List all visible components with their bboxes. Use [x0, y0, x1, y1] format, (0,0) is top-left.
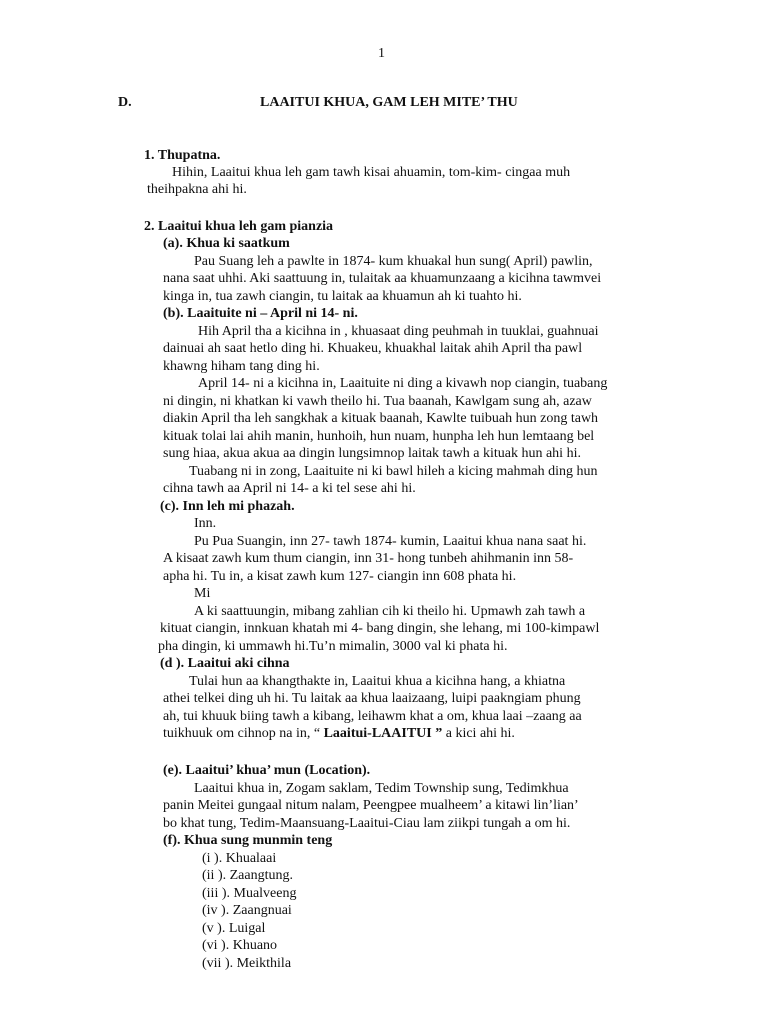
paragraph-line: ah, tui khuuk biing tawh a kibang, leihawm khat a om, khua laai –zaang aa — [163, 709, 582, 724]
paragraph-line: theihpakna ahi hi. — [147, 182, 247, 197]
paragraph-line: diakin April tha leh sangkhak a kituak baanah, Kawlte tuibuah hun zong tawh — [163, 411, 599, 426]
paragraph-line: Hih April tha a kicihna in , khuasaat ding peuhmah in tuuklai, guahnuai — [198, 324, 599, 339]
paragraph-line: A ki saattuungin, mibang zahlian cih ki theilo hi. Upmawh zah tawh a — [194, 604, 586, 619]
subheading-d: (d ). Laaitui aki cihna — [160, 656, 290, 671]
paragraph-line: kinga in, tua zawh ciangin, tu laitak aa khuamun ah ki tuahto hi. — [163, 289, 522, 304]
list-item: (iv ). Zaangnuai — [202, 903, 292, 918]
paragraph-line: Hihin, Laaitui khua leh gam tawh kisai ahuamin, tom-kim- cingaa muh — [172, 165, 571, 180]
paragraph-line: Laaitui khua in, Zogam saklam, Tedim Township sung, Tedimkhua — [194, 781, 569, 796]
paragraph-line: cihna tawh aa April ni 14- a ki tel sese ahi hi. — [163, 481, 416, 496]
paragraph-line: Mi — [194, 586, 211, 601]
paragraph-text: a kici ahi hi. — [445, 726, 515, 741]
paragraph-line: Pu Pua Suangin, inn 27- tawh 1874- kumin, Laaitui khua nana saat hi. — [194, 534, 587, 549]
list-item: (v ). Luigal — [202, 921, 266, 936]
paragraph-line: bo khat tung, Tedim-Maansuang-Laaitui-Ciau lam ziikpi tungah a om hi. — [163, 816, 571, 831]
list-item: (vii ). Meikthila — [202, 956, 292, 971]
paragraph-line: dainuai ah saat hetlo ding hi. Khuakeu, khuakhal laitak ahih April tha pawl — [163, 341, 583, 356]
paragraph-line: Inn. — [194, 516, 217, 531]
paragraph-line: sung hiaa, akua akua aa dingin lungsimnop laitak tawh a kituak hun ahi hi. — [163, 446, 581, 461]
list-item: (iii ). Mualveeng — [202, 886, 297, 901]
paragraph-line: A kisaat zawh kum thum ciangin, inn 31- hong tunbeh ahihmanin inn 58- — [163, 551, 574, 566]
heading-2: 2. Laaitui khua leh gam pianzia — [144, 219, 334, 234]
paragraph-line: apha hi. Tu in, a kisat zawh kum 127- ciangin inn 608 phata hi. — [163, 569, 517, 584]
list-item: (ii ). Zaangtung. — [202, 868, 293, 883]
paragraph-line: Tuabang ni in zong, Laaituite ni ki bawl hileh a kicing mahmah ding hun — [189, 464, 598, 479]
paragraph-text: tuikhuuk om cihnop na in, “ — [163, 726, 321, 741]
bold-term: Laaitui-LAAITUI ” — [323, 726, 443, 741]
subheading-f: (f). Khua sung munmin teng — [163, 833, 333, 848]
paragraph-line: pha dingin, ki ummawh hi.Tu’n mimalin, 3000 val ki phata hi. — [158, 639, 508, 654]
section-letter: D. — [118, 95, 132, 110]
subheading-a: (a). Khua ki saatkum — [163, 236, 290, 251]
paragraph-line: panin Meitei gungaal nitum nalam, Peengpee mualheem’ a kitawi lin’lian’ — [163, 798, 579, 813]
subheading-b: (b). Laaituite ni – April ni 14- ni. — [163, 306, 358, 321]
section-title: LAAITUI KHUA, GAM LEH MITE’ THU — [260, 95, 518, 110]
heading-1: 1. Thupatna. — [144, 148, 221, 163]
paragraph-line — [163, 726, 515, 742]
page-number: 1 — [378, 46, 385, 61]
paragraph-line: nana saat uhhi. Aki saattuung in, tulaitak aa khuamunzaang a kicihna tawmvei — [163, 271, 602, 286]
paragraph-line: athei telkei ding uh hi. Tu laitak aa khua laaizaang, luipi paakngiam phung — [163, 691, 581, 706]
paragraph-line: kituat ciangin, innkuan khatah mi 4- bang dingin, she lehang, mi 100-kimpawl — [160, 621, 600, 636]
paragraph-line: April 14- ni a kicihna in, Laaituite ni ding a kivawh nop ciangin, tuabang — [198, 376, 608, 391]
paragraph-line: kituak tolai lai ahih manin, hunhoih, hun nuam, hunpha leh hun lemtaang bel — [163, 429, 595, 444]
subheading-c: (c). Inn leh mi phazah. — [160, 499, 295, 514]
paragraph-line: khawng hiham tang ding hi. — [163, 359, 320, 374]
paragraph-line: ni dingin, ni khatkan ki vawh theilo hi. Tua baanah, Kawlgam sung ah, azaw — [163, 394, 592, 409]
paragraph-line: Tulai hun aa khangthakte in, Laaitui khua a kicihna hang, a khiatna — [189, 674, 566, 689]
paragraph-line: Pau Suang leh a pawlte in 1874- kum khuakal hun sung( April) pawlin, — [194, 254, 593, 269]
list-item: (vi ). Khuano — [202, 938, 278, 953]
subheading-e: (e). Laaitui’ khua’ mun (Location). — [163, 763, 371, 778]
list-item: (i ). Khualaai — [202, 851, 277, 866]
